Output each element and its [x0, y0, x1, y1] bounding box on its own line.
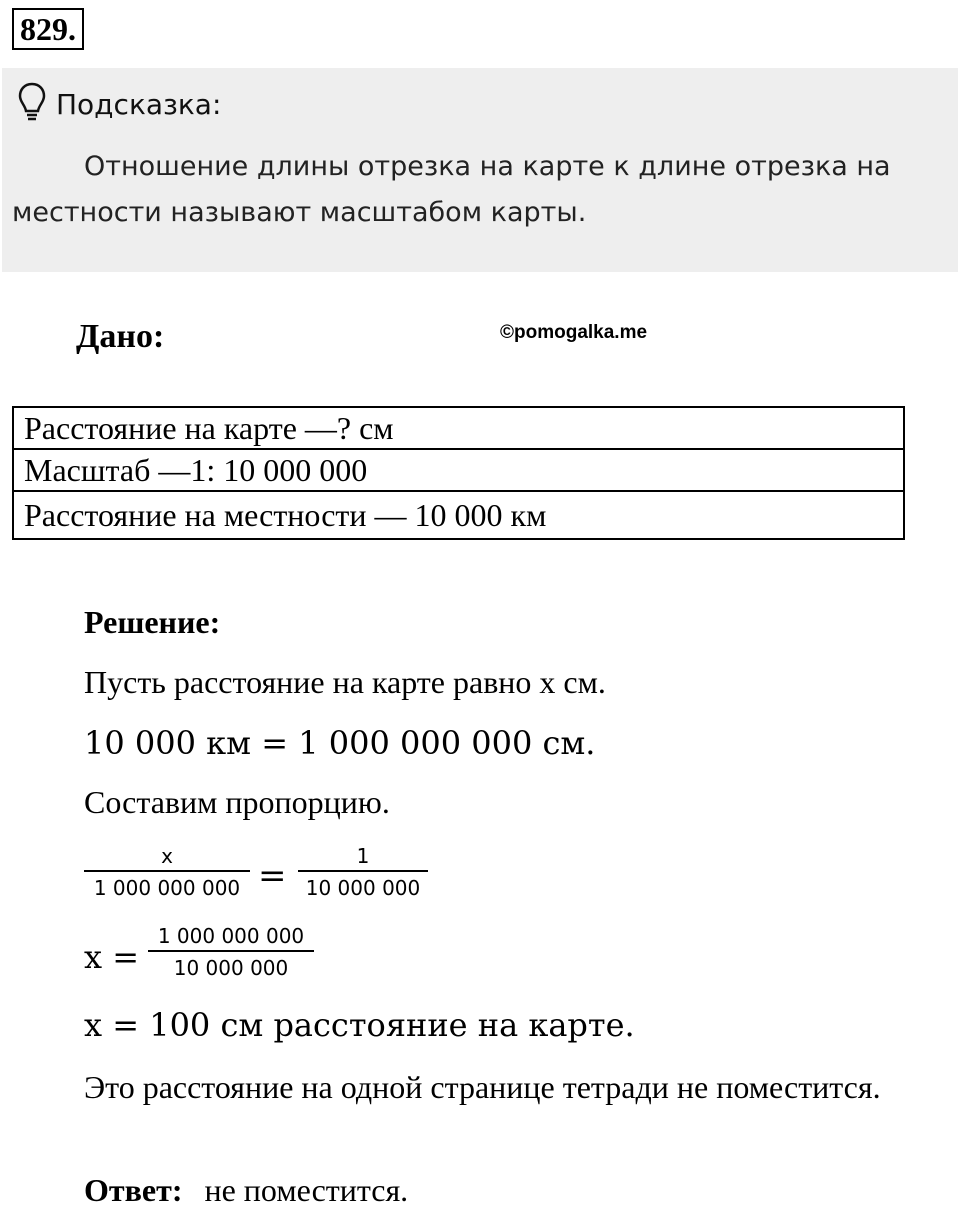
- problem-number: 829.: [12, 8, 84, 50]
- fraction-denominator: 10 000 000: [305, 876, 421, 900]
- solution-result: x = 100 см расстояние на карте.: [84, 1006, 635, 1044]
- table-row: [13, 407, 904, 449]
- proportion-left-fraction: [84, 842, 250, 904]
- proportion-right-fraction: [298, 842, 428, 904]
- hint-box: [2, 68, 958, 272]
- solution-conclusion: Это расстояние на одной странице тетради не поместится.: [84, 1069, 881, 1105]
- solution-line-1: Пусть расстояние на карте равно х см.: [84, 664, 606, 700]
- given-table: [12, 406, 905, 540]
- solution-line-2: 10 000 км = 1 000 000 000 см.: [84, 724, 596, 762]
- given-row-map-distance: Расстояние на карте —? см: [13, 407, 904, 449]
- given-label: Дано:: [76, 318, 165, 355]
- hint-text: Отношение длины отрезка на карте к длине отрезка на местности называют масштабом карты.: [12, 151, 891, 228]
- given-row-ground-distance: Расстояние на местности — 10 000 км: [13, 491, 904, 539]
- answer-label: Ответ:: [84, 1172, 183, 1208]
- table-row: [13, 491, 904, 539]
- hint-header: [18, 82, 221, 126]
- given-row-scale: Масштаб —1: 10 000 000: [13, 449, 904, 491]
- solution-line-3: Составим пропорцию.: [84, 784, 390, 820]
- answer-line: [84, 1172, 408, 1209]
- fraction-denominator: 10 000 000: [173, 956, 289, 980]
- solution-label: Решение:: [84, 604, 221, 640]
- fraction-denominator: 1 000 000 000: [93, 876, 241, 900]
- hint-title: Подсказка:: [56, 87, 222, 121]
- division-lhs: x =: [84, 938, 140, 976]
- fraction-numerator: 1 000 000 000: [157, 924, 305, 948]
- fraction-numerator: x: [161, 844, 173, 868]
- answer-text: не поместится.: [204, 1172, 409, 1208]
- fraction-numerator: 1: [356, 844, 370, 868]
- division-fraction: [148, 922, 314, 984]
- equals-sign: =: [258, 856, 287, 896]
- watermark: ©pomogalka.me: [500, 322, 648, 343]
- table-row: [13, 449, 904, 491]
- lightbulb-icon: [18, 82, 46, 126]
